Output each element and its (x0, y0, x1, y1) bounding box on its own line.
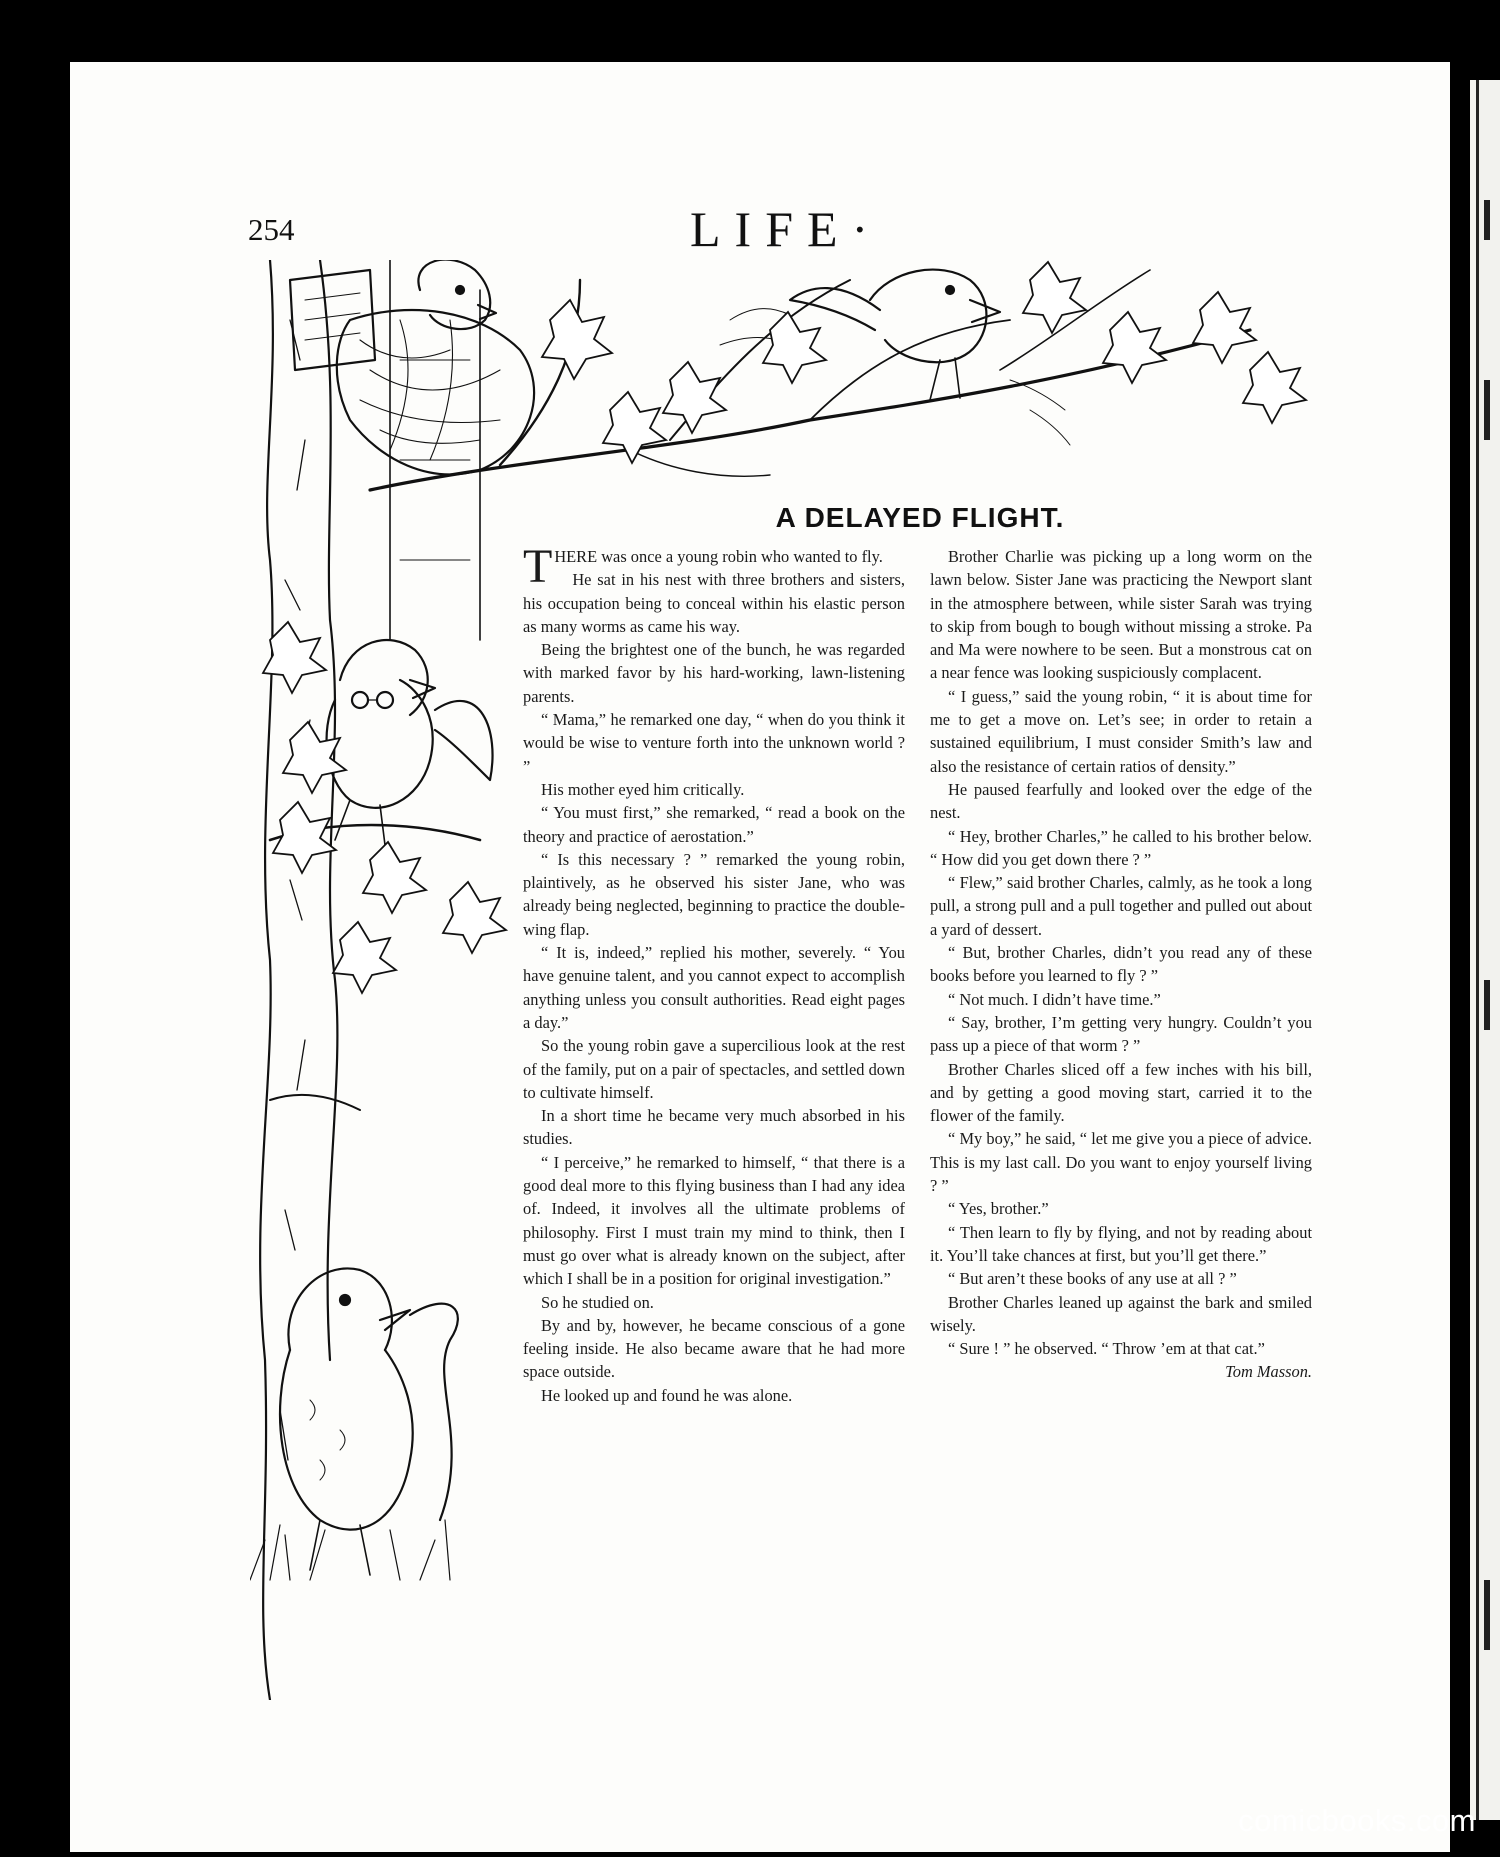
article-paragraph: His mother eyed him critically. (541, 779, 745, 799)
article-paragraph: By and by, however, he became conscious of a gone feeling inside. He also became aware that he had more space outside. (523, 1315, 905, 1382)
article-paragraph: “ Say, brother, I’m getting very hungry. Couldn’t you pass up a piece of that worm ? ” (930, 1012, 1312, 1056)
article-paragraph: “ It is, indeed,” replied his mother, severely. “ You have genuine talent, and you cannot expect to accomplish anything unless you consult authorities. Read eight pages a day.” (523, 943, 905, 1032)
article-paragraph: He looked up and found he was alone. (541, 1385, 793, 1405)
masthead: LIFE· (690, 201, 883, 257)
byline (930, 1360, 1312, 1383)
article-paragraph: “ You must first,” she remarked, “ read a book on the theory and practice of aerostation.” (523, 803, 905, 846)
watermark: comicbooks.com (1238, 1803, 1476, 1838)
article-paragraph: “ I guess,” said the young robin, “ it is about time for me to get a move on. Let’s see; in order to retain a sustained equilibrium, I must consider Smith’s law and also the resistance of certain ratios of density.” (930, 686, 1312, 776)
article-paragraph: “ Mama,” he remarked one day, “ when do you think it would be wise to venture forth into the unknown world ? ” (523, 710, 905, 776)
article-paragraph: In a short time he became very much absorbed in his studies. (523, 1106, 905, 1149)
article-paragraph: “ My boy,” he said, “ let me give you a piece of advice. This is my last call. Do you want to enjoy yourself living ? ” (930, 1129, 1312, 1196)
article-right-column (930, 545, 1312, 1384)
article-paragraph: He sat in his nest with three brothers and sisters, his occupation being to conceal within his elastic person as many worms as came his way. (523, 570, 905, 636)
drop-cap: T (523, 540, 553, 593)
article-paragraph: He paused fearfully and looked over the edge of the nest. (930, 779, 1312, 823)
article-paragraph: “ Hey, brother Charles,” he called to his brother below. “ How did you get down there ? ” (930, 826, 1312, 869)
article-paragraph: “ But, brother Charles, didn’t you read any of these books before you learned to fly ? ” (930, 943, 1312, 986)
article-paragraph: “ Then learn to fly by flying, and not by reading about it. You’ll take chances at first, but you’ll get there.” (930, 1222, 1312, 1265)
article-paragraph: Brother Charles sliced off a few inches with his bill, and by getting a good moving start, carried it to the flower of the family. (930, 1059, 1312, 1126)
article-paragraph: So he studied on. (541, 1292, 654, 1312)
page-number: 254 (248, 212, 295, 247)
article-closing (930, 1337, 1312, 1360)
article-paragraph: So the young robin gave a supercilious look at the rest of the family, put on a pair of spectacles, and settled down to cultivate himself. (523, 1036, 905, 1102)
article-paragraph: THERE was once a young robin who wanted to fly. (523, 540, 883, 593)
author-signature: Tom Masson. (1225, 1362, 1312, 1382)
article-paragraph: “ Yes, brother.” (948, 1199, 1049, 1219)
article-paragraph: Brother Charlie was picking up a long worm on the lawn below. Sister Jane was practicing the Newport slant in the atmosphere between, while sister Sarah was trying to skip from bough to bough without missing a stroke. Pa and Ma were nowhere to be seen. But a monstrous cat on a near fence was looking suspiciously complacent. (930, 547, 1312, 683)
article-left-column (523, 540, 905, 1407)
article-paragraph: “ Is this necessary ? ” remarked the young robin, plaintively, as he observed his sister Jane, who was already being neglected, beginning to practice the double-wing flap. (523, 849, 905, 939)
article-paragraph: “ I perceive,” he remarked to himself, “ that there is a good deal more to this flying business than I had any idea of. Indeed, it involves all the ultimate problems of philosophy. First I must train my mind to think, then I must go over what is already known on the subject, after which I shall be in a position for original investigation.” (523, 1152, 905, 1289)
article-paragraph: “ Not much. I didn’t have time.” (948, 989, 1161, 1009)
closing-line: “ Sure ! ” he observed. “ Throw ’em at that cat.” (948, 1339, 1265, 1359)
adjacent-page-edge (1470, 80, 1500, 1820)
article-paragraph: “ Flew,” said brother Charles, calmly, as he took a long pull, a strong pull and a pull together and pulled out about a yard of dessert. (930, 873, 1312, 939)
article-title: A DELAYED FLIGHT. (775, 502, 1065, 533)
article-paragraph: “ But aren’t these books of any use at all ? ” (948, 1269, 1237, 1289)
article-paragraph: Being the brightest one of the bunch, he was regarded with marked favor by his hard-working, lawn-listening parents. (523, 640, 905, 706)
article-paragraph: Brother Charles leaned up against the bark and smiled wisely. (930, 1292, 1312, 1335)
